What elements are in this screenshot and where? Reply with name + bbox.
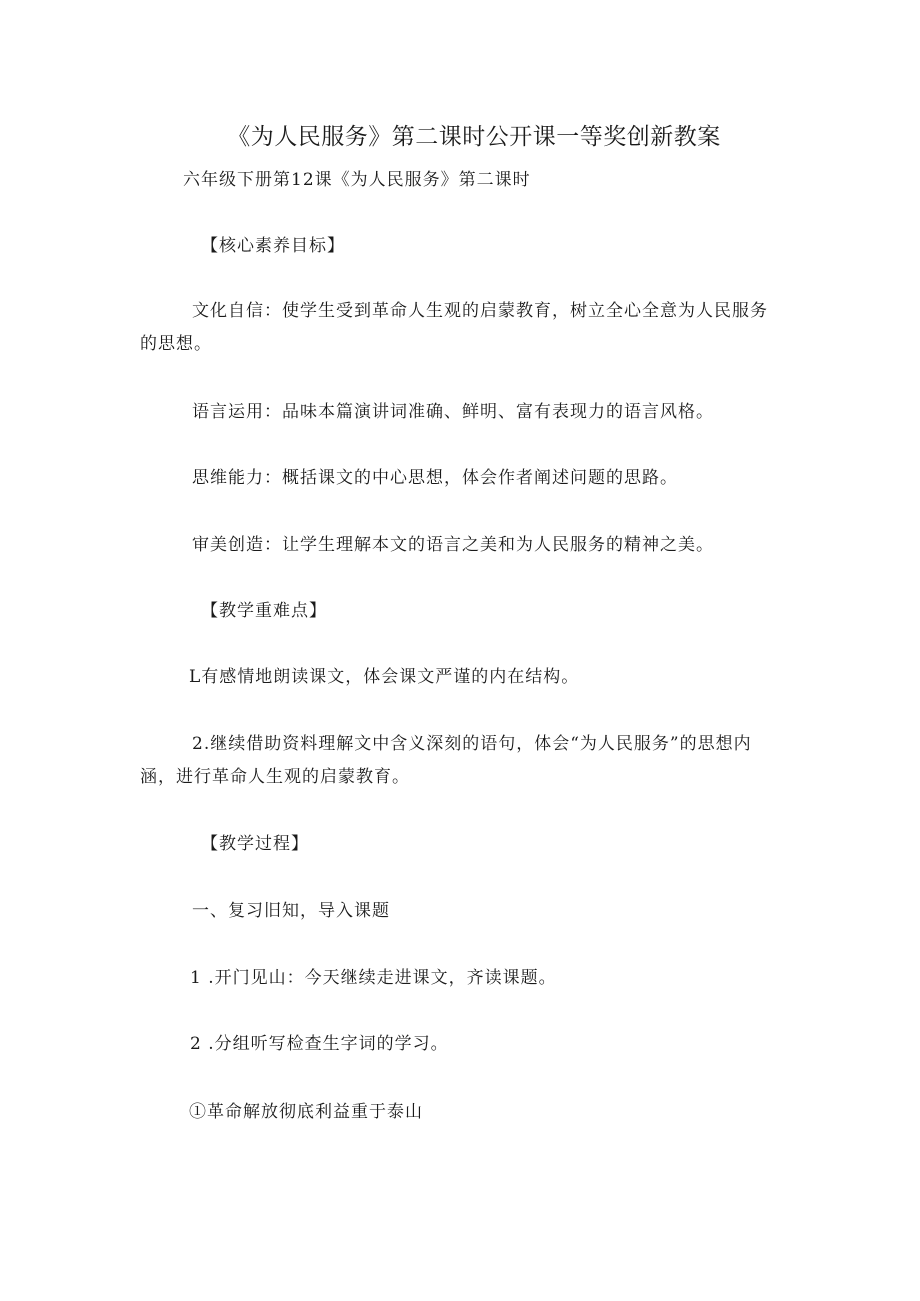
step-one-heading: 一、复习旧知，导入课题 [192, 901, 390, 921]
document-subtitle: 六年级下册第12课《为人民服务》第二课时 [183, 170, 531, 190]
step-item-2: 2 .分组听写检查生字词的学习。 [190, 1034, 449, 1054]
vocab-list-1: ①革命解放彻底利益重于泰山 [189, 1102, 423, 1122]
key-point-2: 2.继续借助资料理解文中含义深刻的语句，体会“为人民服务”的思想内涵，进行革命人生观的启蒙教育。 [140, 734, 752, 787]
goal-language-paragraph: 语言运用：品味本篇演讲词准确、鲜明、富有表现力的语言风格。 [192, 402, 714, 422]
goal-thinking-paragraph: 思维能力：概括课文的中心思想，体会作者阐述问题的思路。 [192, 468, 678, 488]
process-heading: 【教学过程】 [201, 834, 309, 854]
step-item-1: 1 .开门见山：今天继续走进课文，齐读课题。 [190, 968, 557, 988]
goal-aesthetic-paragraph: 审美创造：让学生理解本文的语言之美和为人民服务的精神之美。 [192, 535, 714, 555]
key-point-1: L有感情地朗读课文，体会课文严谨的内在结构。 [189, 667, 580, 687]
core-goals-heading: 【核心素养目标】 [201, 236, 345, 256]
key-points-heading: 【教学重难点】 [201, 601, 327, 621]
document-title: 《为人民服务》第二课时公开课一等奖创新教案 [227, 124, 721, 150]
goal-culture-paragraph: 文化自信：使学生受到革命人生观的启蒙教育，树立全心全意为人民服务的思想。 [140, 301, 768, 354]
